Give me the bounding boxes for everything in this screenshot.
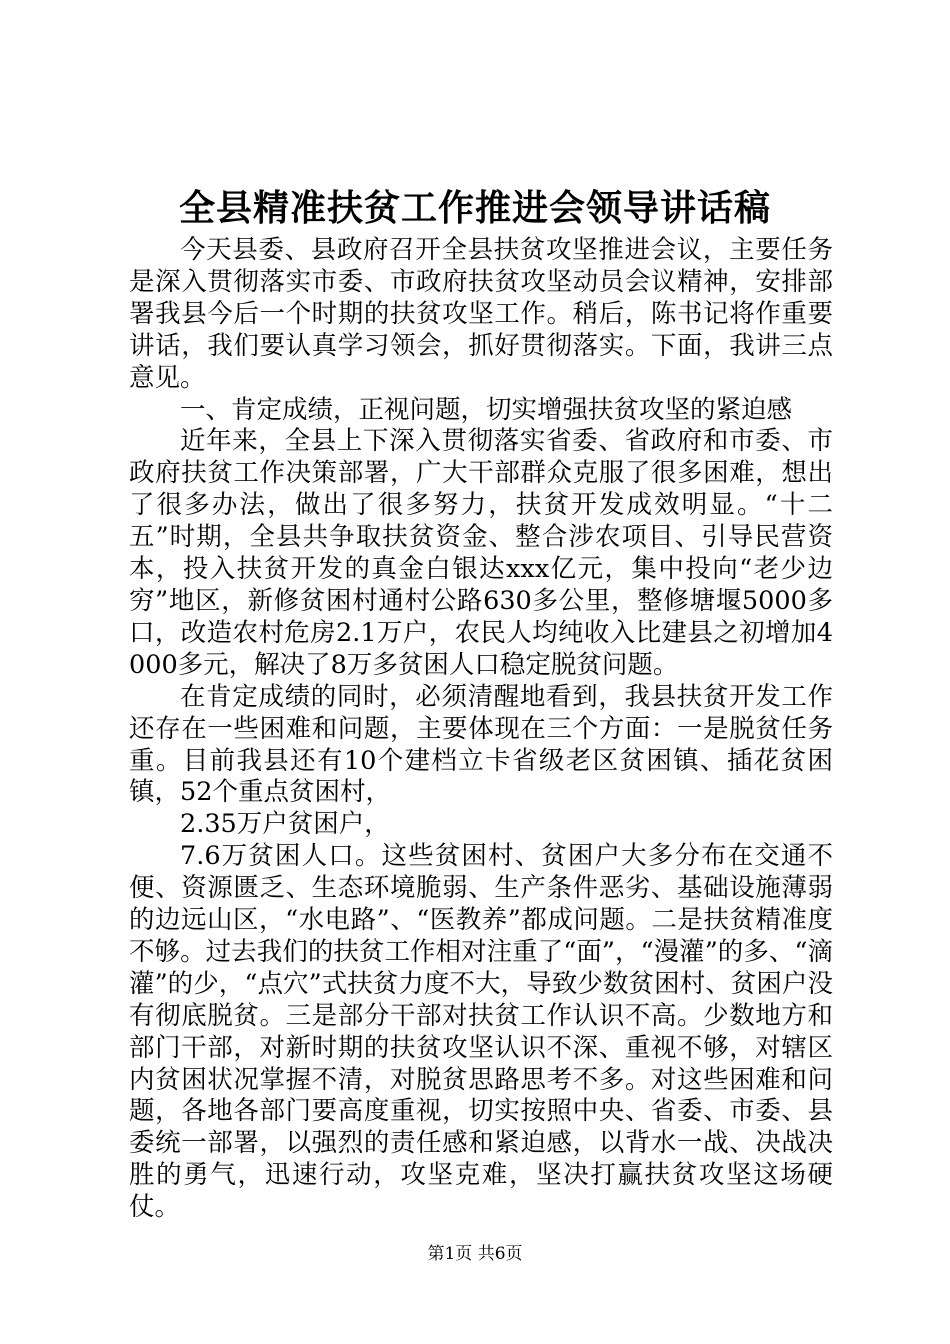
- paragraph-households: 2.35万户贫困户，: [180, 809, 390, 840]
- paragraph-achievements: 近年来，全县上下深入贯彻落实省委、省政府和市委、市政府扶贫工作决策部署，广大干部群众克服了很多困难，想出了很多办法，做出了很多努力，扶贫开发成效明显。“十二五”时期，全县共争取扶贫资金、整合涉农项目、引导民营资本，投入扶贫开发的真金白银达xxx亿元，集中投向“老少边穷”地区，新修贫困村通村公路630多公里，整修塘堰5000多口，改造农村危房2.1万户，农民人均纯收入比建县之初增加4000多元，解决了8万多贫困人口稳定脱贫问题。: [129, 426, 833, 680]
- paragraph-problems: 在肯定成绩的同时，必须清醒地看到，我县扶贫开发工作还存在一些困难和问题，主要体现在三个方面：一是脱贫任务重。目前我县还有10个建档立卡省级老区贫困镇、插花贫困镇，52个重点贫困村，: [129, 681, 833, 808]
- paragraph-population: 7.6万贫困人口。这些贫困村、贫困户大多分布在交通不便、资源匮乏、生态环境脆弱、生产条件恶劣、基础设施薄弱的边远山区，“水电路”、“医教养”都成问题。二是扶贫精准度不够。过去我们的扶贫工作相对注重了“面”，“漫灌”的多、“滴灌”的少，“点穴”式扶贫力度不大，导致少数贫困村、贫困户没有彻底脱贫。三是部分干部对扶贫工作认识不高。少数地方和部门干部，对新时期的扶贫攻坚认识不深、重视不够，对辖区内贫困状况掌握不清，对脱贫思路思考不多。对这些困难和问题，各地各部门要高度重视，切实按照中央、省委、市委、县委统一部署，以强烈的责任感和紧迫感，以背水一战、决战决胜的勇气，迅速行动，攻坚克难，坚决打赢扶贫攻坚这场硬仗。: [129, 841, 833, 1223]
- document-title: 全县精准扶贫工作推进会领导讲话稿: [178, 187, 771, 229]
- paragraph-intro: 今天县委、县政府召开全县扶贫攻坚推进会议，主要任务是深入贯彻落实市委、市政府扶贫攻坚动员会议精神，安排部署我县今后一个时期的扶贫攻坚工作。稍后，陈书记将作重要讲话，我们要认真学习领会，抓好贯彻落实。下面，我讲三点意见。: [129, 235, 833, 393]
- page-number-footer: 第1页 共6页: [427, 1244, 523, 1264]
- document-body: [129, 235, 833, 1224]
- section-heading-1: 一、肯定成绩，正视问题，切实增强扶贫攻坚的紧迫感: [180, 394, 793, 425]
